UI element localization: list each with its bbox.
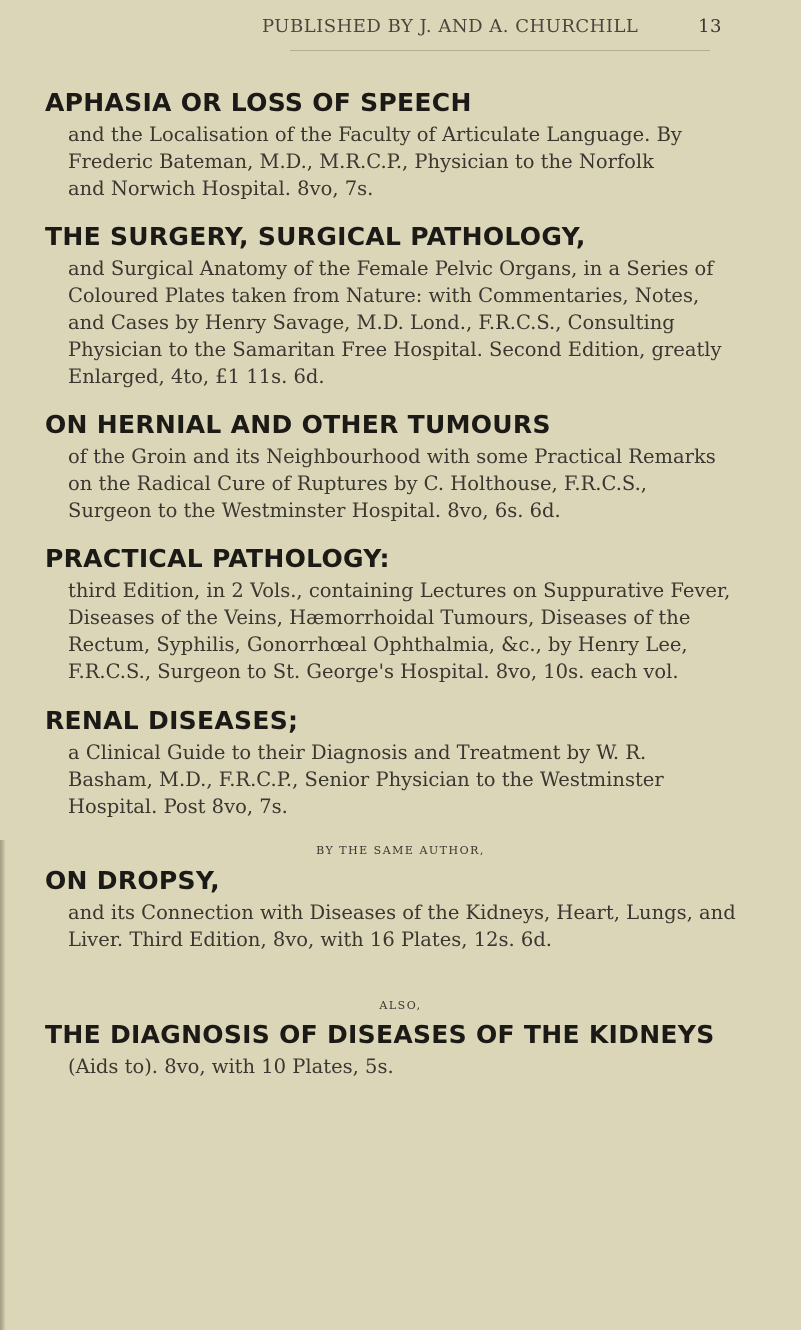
catalogue-entry: [45, 88, 755, 202]
entry-description: and Surgical Anatomy of the Female Pelvic Organs, in a Series of Coloured Plates taken from Nature: with Commentaries, Notes, and Cases by Henry Savage, M.D. Lond., F.R.C.S., Consulting Physician to the Samaritan Free Hospital. Second Edition, greatly Enlarged, 4to, £1 11s. 6d.: [68, 257, 722, 388]
also-subhead: ALSO,: [379, 999, 422, 1012]
page-number: 13: [698, 16, 722, 37]
same-author-subhead: BY THE SAME AUTHOR,: [316, 844, 485, 857]
entry-title: APHASIA OR LOSS OF SPEECH: [45, 88, 472, 117]
publisher-header: PUBLISHED BY J. AND A. CHURCHILL: [262, 16, 639, 37]
entry-description: of the Groin and its Neighbourhood with some Practical Remarks on the Radical Cure of Ruptures by C. Holthouse, F.R.C.S., Surgeon to the Westminster Hospital. 8vo, 6s. 6d.: [68, 445, 716, 522]
entry-title: ON DROPSY,: [45, 866, 220, 895]
entry-title: RENAL DISEASES;: [45, 706, 299, 735]
entry-description: a Clinical Guide to their Diagnosis and Treatment by W. R. Basham, M.D., F.R.C.P., Senior Physician to the Westminster Hospital. Post 8vo, 7s.: [68, 741, 664, 818]
catalogue-entry: [45, 1020, 755, 1080]
catalogue-entry: [45, 866, 755, 953]
entry-title: ON HERNIAL AND OTHER TUMOURS: [45, 410, 551, 439]
catalogue-entry: [45, 544, 755, 685]
entry-description: (Aids to). 8vo, with 10 Plates, 5s.: [68, 1055, 394, 1078]
entry-description: and the Localisation of the Faculty of Articulate Language. By Frederic Bateman, M.D., M.R.C.P., Physician to the Norfolk and Norwich Hospital. 8vo, 7s.: [68, 123, 682, 200]
catalogue-entry: [45, 410, 755, 524]
entry-title: THE DIAGNOSIS OF DISEASES OF THE KIDNEYS: [45, 1020, 715, 1049]
header-rule: [290, 50, 710, 51]
entry-title: THE SURGERY, SURGICAL PATHOLOGY,: [45, 222, 586, 251]
entry-description: third Edition, in 2 Vols., containing Lectures on Suppurative Fever, Diseases of the Veins, Hæmorrhoidal Tumours, Diseases of the Rectum, Syphilis, Gonorrhœal Ophthalmia, &c., by Henry Lee, F.R.C.S., Surgeon to St. George's Hospital. 8vo, 10s. each vol.: [68, 579, 731, 683]
catalogue-entry: [45, 706, 755, 820]
catalogue-entry: [45, 222, 755, 390]
entry-description: and its Connection with Diseases of the Kidneys, Heart, Lungs, and Liver. Third Edition, 8vo, with 16 Plates, 12s. 6d.: [68, 901, 736, 951]
page-edge-shadow: [0, 840, 5, 1330]
entry-title: PRACTICAL PATHOLOGY:: [45, 544, 390, 573]
